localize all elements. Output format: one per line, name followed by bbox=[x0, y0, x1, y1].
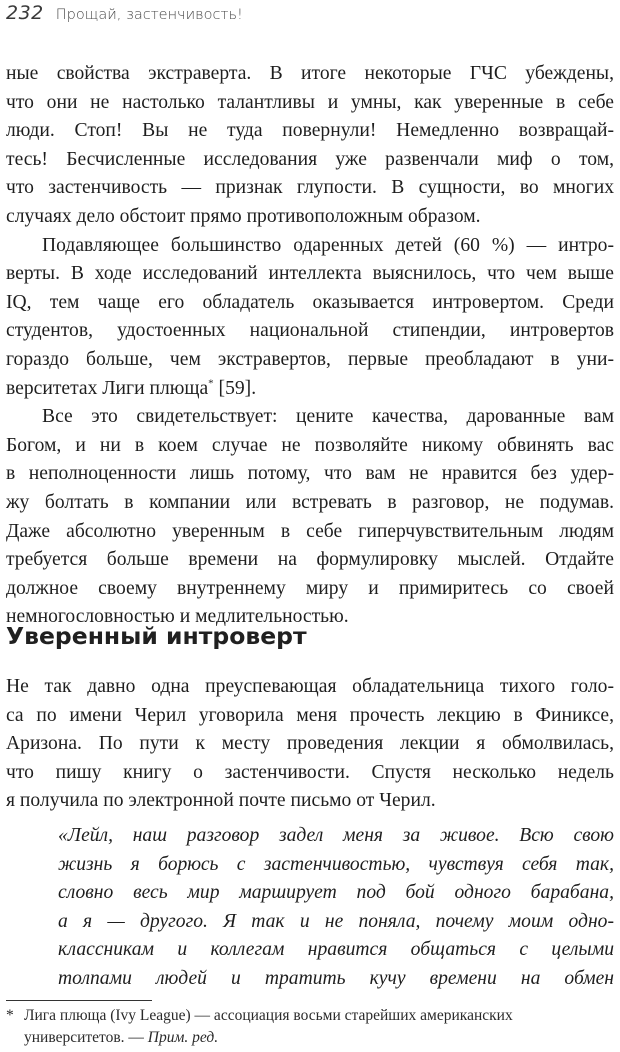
footnote-marker: * bbox=[208, 377, 214, 390]
text-line: Богом, и ни в коем случае не позволяйте никому обвинять вас bbox=[6, 434, 614, 456]
text-line: гораздо больше, чем экстравертов, первые преобладают в уни- bbox=[6, 348, 614, 370]
text-line: случаях дело обстоит прямо противоположным образом. bbox=[6, 205, 481, 227]
text-fragment: верситетах Лиги плюща bbox=[6, 377, 209, 399]
text-line: люди. Стоп! Вы не туда повернули! Немедленно возвращай- bbox=[6, 120, 614, 142]
footnote-divider bbox=[6, 1000, 152, 1001]
text-line: в неполноценности лишь потому, что вам не нравится без удер- bbox=[6, 463, 614, 485]
quote-line: словно весь мир марширует под бой одного барабана, bbox=[58, 882, 614, 904]
text-line: Все это свидетельствует: цените качества, дарованные вам bbox=[42, 406, 614, 428]
quote-line: а я — другого. Я так и не поняла, почему моим одно- bbox=[58, 910, 614, 932]
text-line: IQ, тем чаще его обладатель оказывается интровертом. Среди bbox=[6, 291, 614, 313]
footnote-text: университетов. — bbox=[24, 1029, 148, 1046]
text-line: Аризона. По пути к месту проведения лекции я обмолвилась, bbox=[6, 733, 614, 755]
footnote bbox=[6, 1005, 614, 1049]
paragraph-4 bbox=[6, 673, 614, 816]
section-heading: Уверенный интроверт bbox=[6, 622, 307, 650]
text-line: требуется больше времени на формулировку мыслей. Отдайте bbox=[6, 549, 614, 571]
page-header bbox=[6, 2, 243, 28]
text-line: что пишу книгу о застенчивости. Спустя несколько недель bbox=[6, 761, 614, 783]
quote-line: толпами людей и тратить кучу времени на обмен bbox=[58, 967, 614, 989]
text-line: что они не настолько талантливы и умны, как уверенные в себе bbox=[6, 91, 614, 113]
quote-line: классникам и коллегам нравится общаться с целыми bbox=[58, 939, 614, 961]
footnote-mark: * bbox=[6, 1007, 14, 1024]
footnote-text: Лига плюща (Ivy League) — ассоциация восьми старейших американских bbox=[24, 1007, 513, 1024]
text-line: тесь! Бесчисленные исследования уже развенчали миф о том, bbox=[6, 148, 614, 170]
quote-line: жизнь я борюсь с застенчивостью, чувствуя себя так, bbox=[58, 853, 614, 875]
text-line: Даже абсолютно уверенным в себе гиперчувствительным людям bbox=[6, 520, 614, 542]
text-line: студентов, удостоенных национальной стипендии, интровертов bbox=[6, 320, 614, 342]
text-line: что застенчивость — признак глупости. В сущности, во многих bbox=[6, 177, 614, 199]
citation: [59]. bbox=[213, 377, 257, 399]
text-line: верты. В ходе исследований интеллекта выяснилось, что чем выше bbox=[6, 263, 614, 285]
footnote-line bbox=[6, 1027, 614, 1049]
paragraph-2 bbox=[6, 232, 614, 404]
text-line: ные свойства экстраверта. В итоге некоторые ГЧС убеждены, bbox=[6, 63, 614, 84]
text-line: должное своему внутреннему миру и примиритесь со своей bbox=[6, 577, 614, 599]
text-line bbox=[6, 375, 614, 404]
editor-note: Прим. ред. bbox=[147, 1029, 219, 1046]
letter-quote bbox=[58, 822, 614, 994]
text-line: са по имени Черил уговорила меня прочесть лекцию в Финиксе, bbox=[6, 704, 614, 726]
text-line: жу болтать в компании или встревать в разговор, не подумав. bbox=[6, 491, 614, 513]
text-line: я получила по электронной почте письмо от Черил. bbox=[6, 790, 436, 812]
text-line: немногословностью и медлительностью. bbox=[6, 606, 349, 628]
quote-line: «Лейл, наш разговор задел меня за живое. Всю свою bbox=[58, 825, 614, 846]
text-line: Подавляющее большинство одаренных детей (60 %) — интро- bbox=[42, 234, 614, 256]
running-title: Прощай, застенчивость! bbox=[55, 7, 243, 23]
footnote-line bbox=[6, 1005, 614, 1027]
text-line: Не так давно одна преуспевающая обладательница тихого голо- bbox=[6, 676, 614, 697]
page-number: 232 bbox=[6, 2, 44, 24]
paragraph-1 bbox=[6, 60, 614, 232]
paragraph-3 bbox=[6, 403, 614, 632]
